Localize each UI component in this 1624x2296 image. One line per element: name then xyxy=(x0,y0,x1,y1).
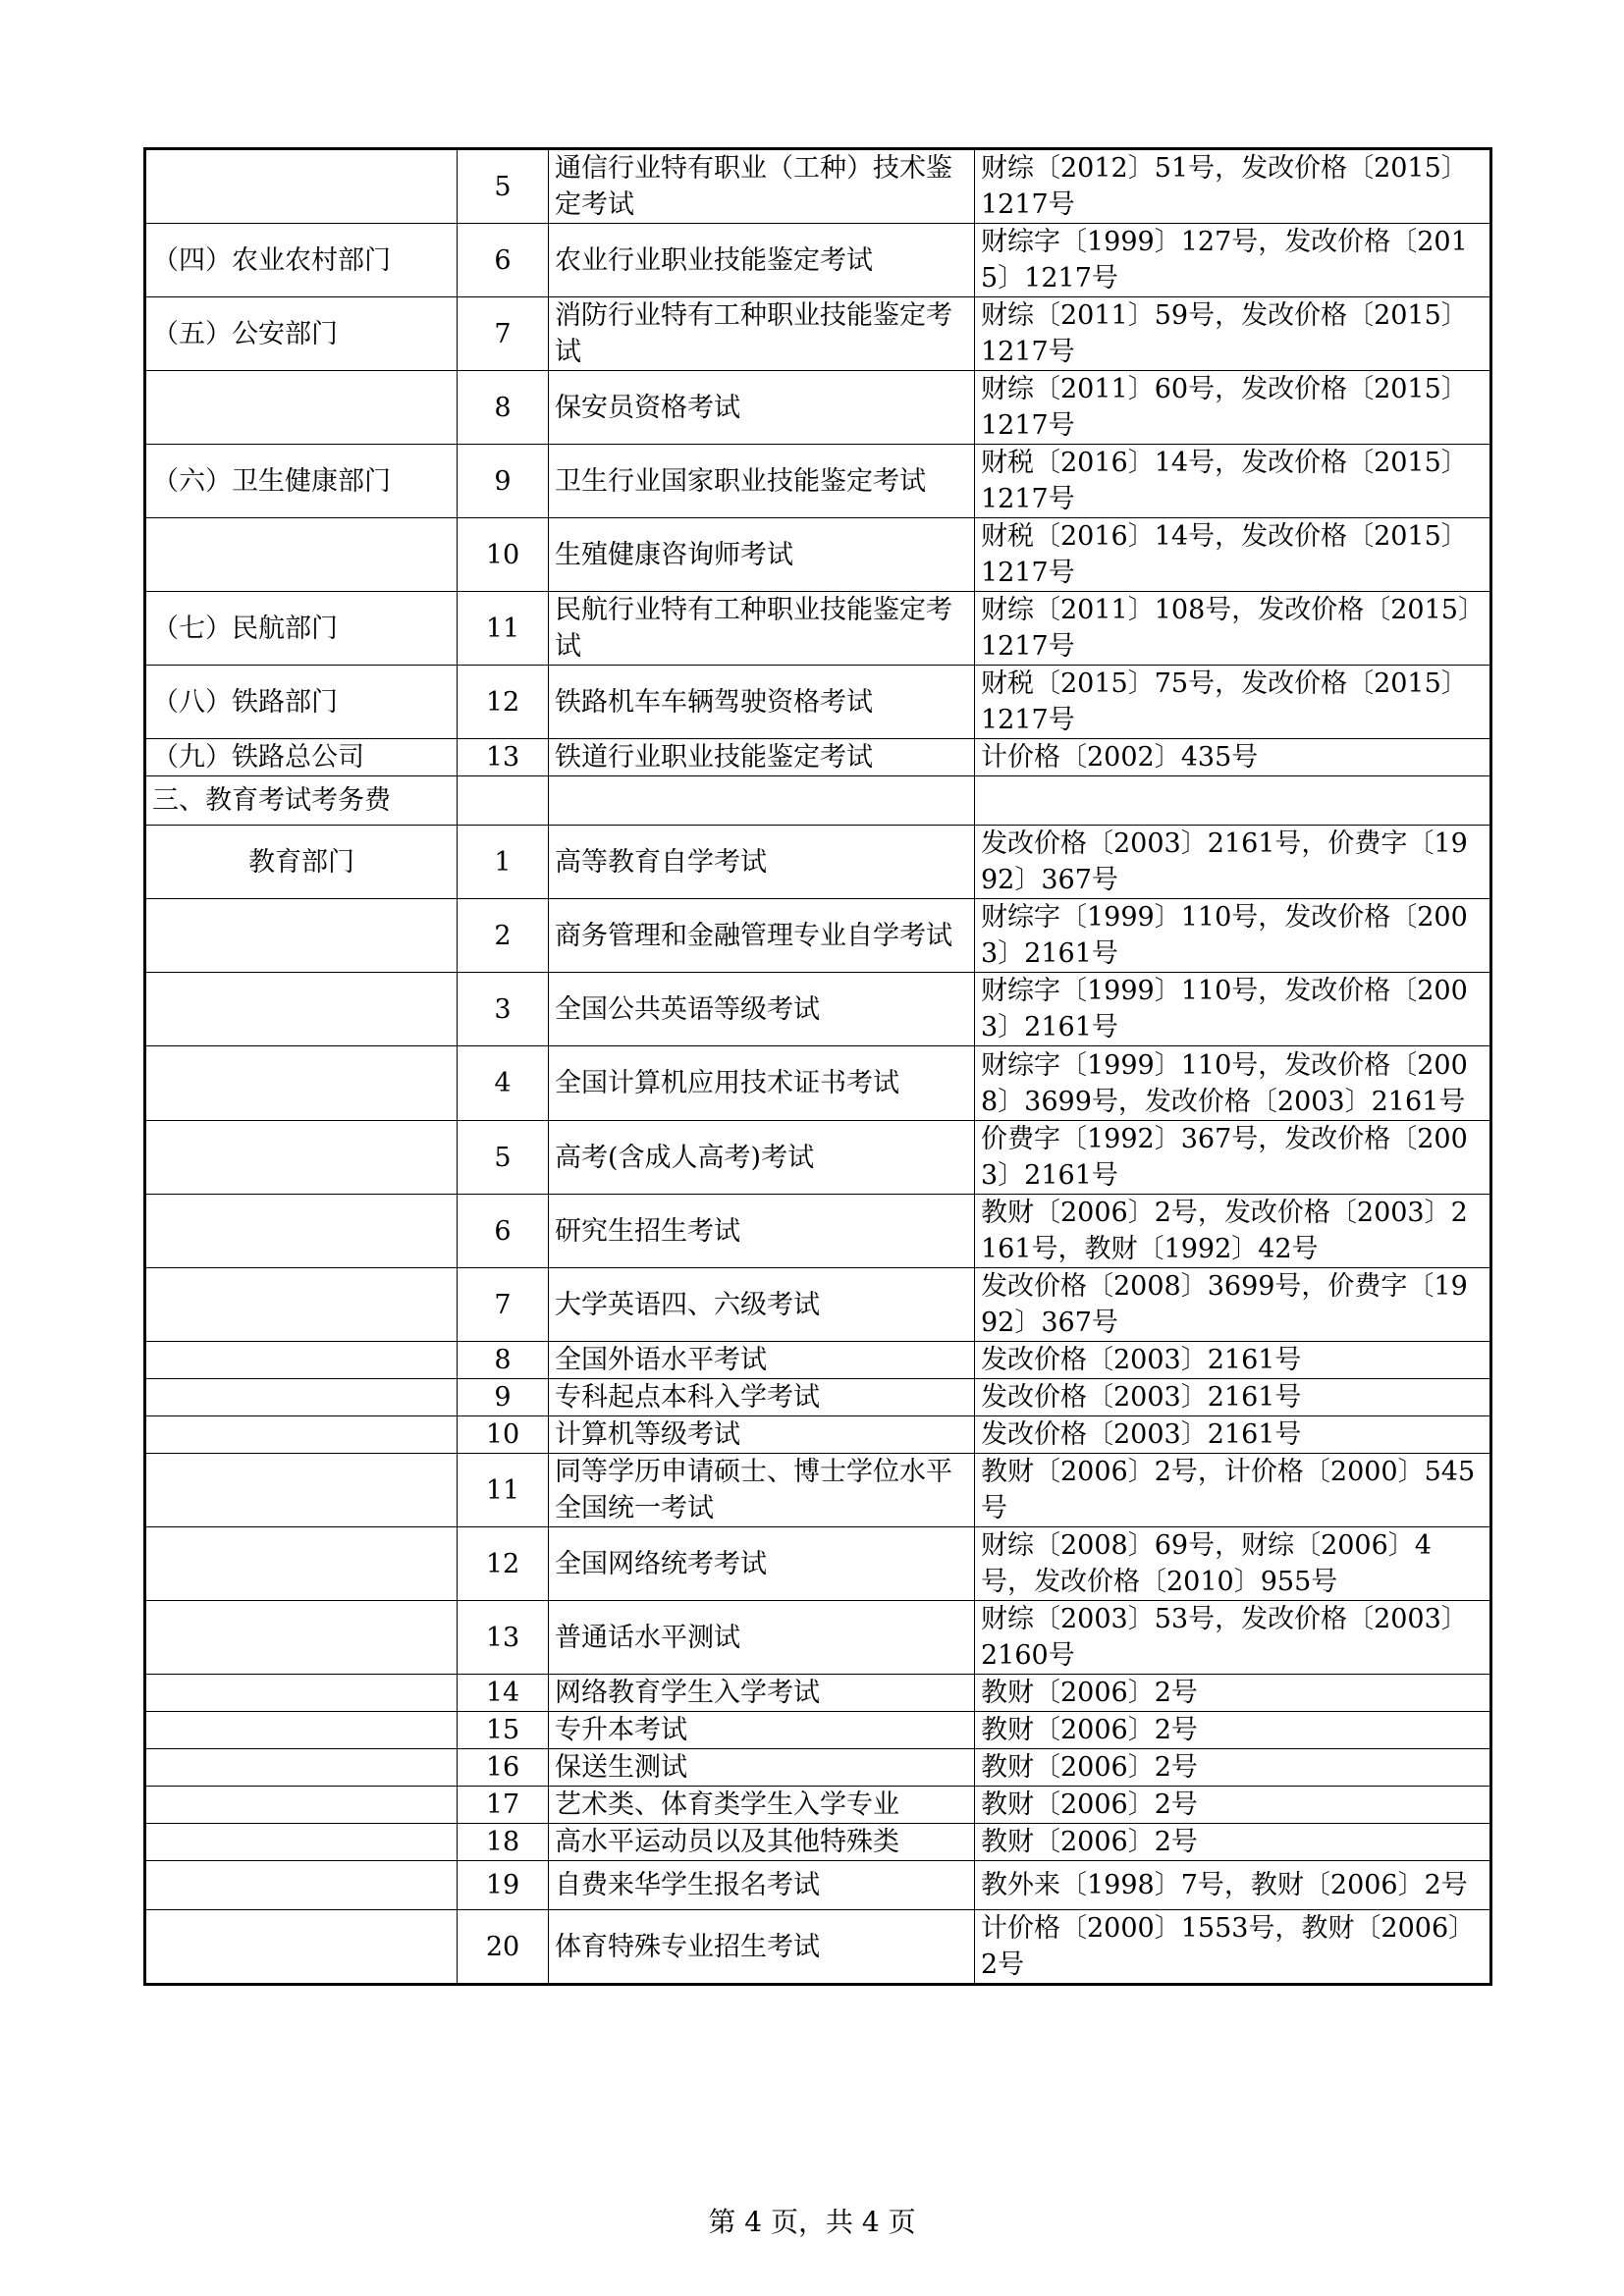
table-row xyxy=(145,1342,1491,1379)
table-row xyxy=(145,1416,1491,1454)
number-cell: 15 xyxy=(458,1712,549,1749)
table-row xyxy=(145,1749,1491,1787)
exam-item-cell: 全国外语水平考试 xyxy=(549,1342,975,1379)
number-cell: 2 xyxy=(458,899,549,973)
number-cell: 3 xyxy=(458,973,549,1046)
exam-item-cell: 通信行业特有职业（工种）技术鉴定考试 xyxy=(549,149,975,224)
basis-cell: 教财〔2006〕2号，计价格〔2000〕545号 xyxy=(975,1454,1491,1527)
exam-item-cell: 专科起点本科入学考试 xyxy=(549,1379,975,1416)
table-row xyxy=(145,1910,1491,1985)
dept-cell: （九）铁路总公司 xyxy=(145,739,458,776)
table-row xyxy=(145,1195,1491,1268)
basis-cell: 财综字〔1999〕110号，发改价格〔2003〕2161号 xyxy=(975,899,1491,973)
dept-cell xyxy=(145,1379,458,1416)
basis-cell: 教财〔2006〕2号 xyxy=(975,1712,1491,1749)
exam-item-cell: 同等学历申请硕士、博士学位水平全国统一考试 xyxy=(549,1454,975,1527)
dept-cell xyxy=(145,1454,458,1527)
table-row xyxy=(145,739,1491,776)
exam-item-cell: 民航行业特有工种职业技能鉴定考试 xyxy=(549,592,975,666)
number-cell: 13 xyxy=(458,739,549,776)
dept-cell xyxy=(145,1268,458,1342)
number-cell xyxy=(458,776,549,826)
exam-item-cell: 网络教育学生入学考试 xyxy=(549,1675,975,1712)
dept-cell xyxy=(145,1712,458,1749)
table-row xyxy=(145,826,1491,899)
exam-item-cell: 卫生行业国家职业技能鉴定考试 xyxy=(549,445,975,518)
table-row xyxy=(145,776,1491,826)
exam-item-cell: 保送生测试 xyxy=(549,1749,975,1787)
dept-cell: 教育部门 xyxy=(145,826,458,899)
number-cell: 8 xyxy=(458,371,549,445)
number-cell: 8 xyxy=(458,1342,549,1379)
number-cell: 16 xyxy=(458,1749,549,1787)
dept-cell xyxy=(145,1342,458,1379)
table-row xyxy=(145,666,1491,739)
number-cell: 18 xyxy=(458,1824,549,1861)
dept-cell xyxy=(145,1121,458,1195)
exam-item-cell: 铁道行业职业技能鉴定考试 xyxy=(549,739,975,776)
basis-cell: 财综〔2011〕59号，发改价格〔2015〕1217号 xyxy=(975,297,1491,371)
table-row xyxy=(145,1675,1491,1712)
exam-item-cell: 高考(含成人高考)考试 xyxy=(549,1121,975,1195)
table-row xyxy=(145,518,1491,592)
number-cell: 7 xyxy=(458,1268,549,1342)
basis-cell: 发改价格〔2008〕3699号，价费字〔1992〕367号 xyxy=(975,1268,1491,1342)
table-row xyxy=(145,1712,1491,1749)
basis-cell: 财综字〔1999〕110号，发改价格〔2008〕3699号，发改价格〔2003〕2161号 xyxy=(975,1046,1491,1121)
exam-item-cell: 自费来华学生报名考试 xyxy=(549,1861,975,1910)
basis-cell: 发改价格〔2003〕2161号 xyxy=(975,1416,1491,1454)
table-row xyxy=(145,973,1491,1046)
dept-cell xyxy=(145,1749,458,1787)
exam-item-cell: 商务管理和金融管理专业自学考试 xyxy=(549,899,975,973)
table-row xyxy=(145,1861,1491,1910)
exam-item-cell: 生殖健康咨询师考试 xyxy=(549,518,975,592)
dept-cell xyxy=(145,1195,458,1268)
dept-cell: （四）农业农村部门 xyxy=(145,224,458,297)
dept-cell xyxy=(145,149,458,224)
exam-item-cell: 专升本考试 xyxy=(549,1712,975,1749)
dept-cell xyxy=(145,371,458,445)
table-row xyxy=(145,1046,1491,1121)
dept-cell xyxy=(145,1824,458,1861)
table-row xyxy=(145,1601,1491,1675)
number-cell: 5 xyxy=(458,1121,549,1195)
dept-cell: （五）公安部门 xyxy=(145,297,458,371)
number-cell: 5 xyxy=(458,149,549,224)
fee-table-body xyxy=(145,149,1491,1985)
table-row xyxy=(145,592,1491,666)
dept-cell xyxy=(145,1601,458,1675)
exam-item-cell: 体育特殊专业招生考试 xyxy=(549,1910,975,1985)
exam-item-cell: 计算机等级考试 xyxy=(549,1416,975,1454)
number-cell: 11 xyxy=(458,1454,549,1527)
number-cell: 11 xyxy=(458,592,549,666)
number-cell: 20 xyxy=(458,1910,549,1985)
number-cell: 12 xyxy=(458,666,549,739)
exam-item-cell: 高等教育自学考试 xyxy=(549,826,975,899)
dept-cell: （八）铁路部门 xyxy=(145,666,458,739)
exam-item-cell xyxy=(549,776,975,826)
basis-cell: 财综〔2011〕108号，发改价格〔2015〕1217号 xyxy=(975,592,1491,666)
table-row xyxy=(145,1268,1491,1342)
table-row xyxy=(145,149,1491,224)
fee-table xyxy=(143,147,1492,1986)
dept-cell xyxy=(145,899,458,973)
number-cell: 19 xyxy=(458,1861,549,1910)
dept-cell xyxy=(145,1675,458,1712)
number-cell: 9 xyxy=(458,1379,549,1416)
basis-cell: 财综〔2003〕53号，发改价格〔2003〕2160号 xyxy=(975,1601,1491,1675)
exam-item-cell: 铁路机车车辆驾驶资格考试 xyxy=(549,666,975,739)
number-cell: 12 xyxy=(458,1527,549,1601)
exam-item-cell: 全国网络统考考试 xyxy=(549,1527,975,1601)
basis-cell: 财综〔2012〕51号，发改价格〔2015〕1217号 xyxy=(975,149,1491,224)
table-row xyxy=(145,1454,1491,1527)
exam-item-cell: 消防行业特有工种职业技能鉴定考试 xyxy=(549,297,975,371)
dept-cell xyxy=(145,518,458,592)
page-footer: 第 4 页，共 4 页 xyxy=(708,2206,916,2238)
basis-cell: 财综字〔1999〕127号，发改价格〔2015〕1217号 xyxy=(975,224,1491,297)
dept-cell xyxy=(145,973,458,1046)
number-cell: 6 xyxy=(458,1195,549,1268)
exam-item-cell: 大学英语四、六级考试 xyxy=(549,1268,975,1342)
basis-cell: 发改价格〔2003〕2161号 xyxy=(975,1342,1491,1379)
basis-cell: 发改价格〔2003〕2161号 xyxy=(975,1379,1491,1416)
table-row xyxy=(145,371,1491,445)
number-cell: 1 xyxy=(458,826,549,899)
basis-cell: 财税〔2015〕75号，发改价格〔2015〕1217号 xyxy=(975,666,1491,739)
number-cell: 4 xyxy=(458,1046,549,1121)
dept-cell xyxy=(145,1416,458,1454)
dept-cell xyxy=(145,1527,458,1601)
dept-cell: （七）民航部门 xyxy=(145,592,458,666)
dept-cell: （六）卫生健康部门 xyxy=(145,445,458,518)
dept-cell: 三、教育考试考务费 xyxy=(145,776,458,826)
basis-cell: 财综〔2008〕69号，财综〔2006〕4号，发改价格〔2010〕955号 xyxy=(975,1527,1491,1601)
table-row xyxy=(145,445,1491,518)
exam-item-cell: 保安员资格考试 xyxy=(549,371,975,445)
number-cell: 10 xyxy=(458,1416,549,1454)
basis-cell: 财税〔2016〕14号，发改价格〔2015〕1217号 xyxy=(975,518,1491,592)
dept-cell xyxy=(145,1910,458,1985)
basis-cell: 财综字〔1999〕110号，发改价格〔2003〕2161号 xyxy=(975,973,1491,1046)
number-cell: 7 xyxy=(458,297,549,371)
table-row xyxy=(145,1824,1491,1861)
basis-cell: 教财〔2006〕2号，发改价格〔2003〕2161号，教财〔1992〕42号 xyxy=(975,1195,1491,1268)
basis-cell: 教财〔2006〕2号 xyxy=(975,1787,1491,1824)
basis-cell: 教财〔2006〕2号 xyxy=(975,1749,1491,1787)
basis-cell: 计价格〔2002〕435号 xyxy=(975,739,1491,776)
dept-cell xyxy=(145,1046,458,1121)
table-row xyxy=(145,1121,1491,1195)
dept-cell xyxy=(145,1861,458,1910)
table-row xyxy=(145,297,1491,371)
number-cell: 14 xyxy=(458,1675,549,1712)
number-cell: 10 xyxy=(458,518,549,592)
exam-item-cell: 艺术类、体育类学生入学专业 xyxy=(549,1787,975,1824)
exam-item-cell: 高水平运动员以及其他特殊类 xyxy=(549,1824,975,1861)
number-cell: 9 xyxy=(458,445,549,518)
exam-item-cell: 全国计算机应用技术证书考试 xyxy=(549,1046,975,1121)
exam-item-cell: 普通话水平测试 xyxy=(549,1601,975,1675)
basis-cell: 教外来〔1998〕7号，教财〔2006〕2号 xyxy=(975,1861,1491,1910)
basis-cell: 教财〔2006〕2号 xyxy=(975,1824,1491,1861)
number-cell: 17 xyxy=(458,1787,549,1824)
table-row xyxy=(145,1379,1491,1416)
table-row xyxy=(145,1787,1491,1824)
exam-item-cell: 全国公共英语等级考试 xyxy=(549,973,975,1046)
table-row xyxy=(145,224,1491,297)
basis-cell: 财税〔2016〕14号，发改价格〔2015〕1217号 xyxy=(975,445,1491,518)
number-cell: 6 xyxy=(458,224,549,297)
number-cell: 13 xyxy=(458,1601,549,1675)
table-row xyxy=(145,1527,1491,1601)
basis-cell: 财综〔2011〕60号，发改价格〔2015〕1217号 xyxy=(975,371,1491,445)
basis-cell: 价费字〔1992〕367号，发改价格〔2003〕2161号 xyxy=(975,1121,1491,1195)
exam-item-cell: 农业行业职业技能鉴定考试 xyxy=(549,224,975,297)
table-row xyxy=(145,899,1491,973)
exam-item-cell: 研究生招生考试 xyxy=(549,1195,975,1268)
dept-cell xyxy=(145,1787,458,1824)
basis-cell xyxy=(975,776,1491,826)
basis-cell: 教财〔2006〕2号 xyxy=(975,1675,1491,1712)
basis-cell: 发改价格〔2003〕2161号，价费字〔1992〕367号 xyxy=(975,826,1491,899)
basis-cell: 计价格〔2000〕1553号，教财〔2006〕2号 xyxy=(975,1910,1491,1985)
